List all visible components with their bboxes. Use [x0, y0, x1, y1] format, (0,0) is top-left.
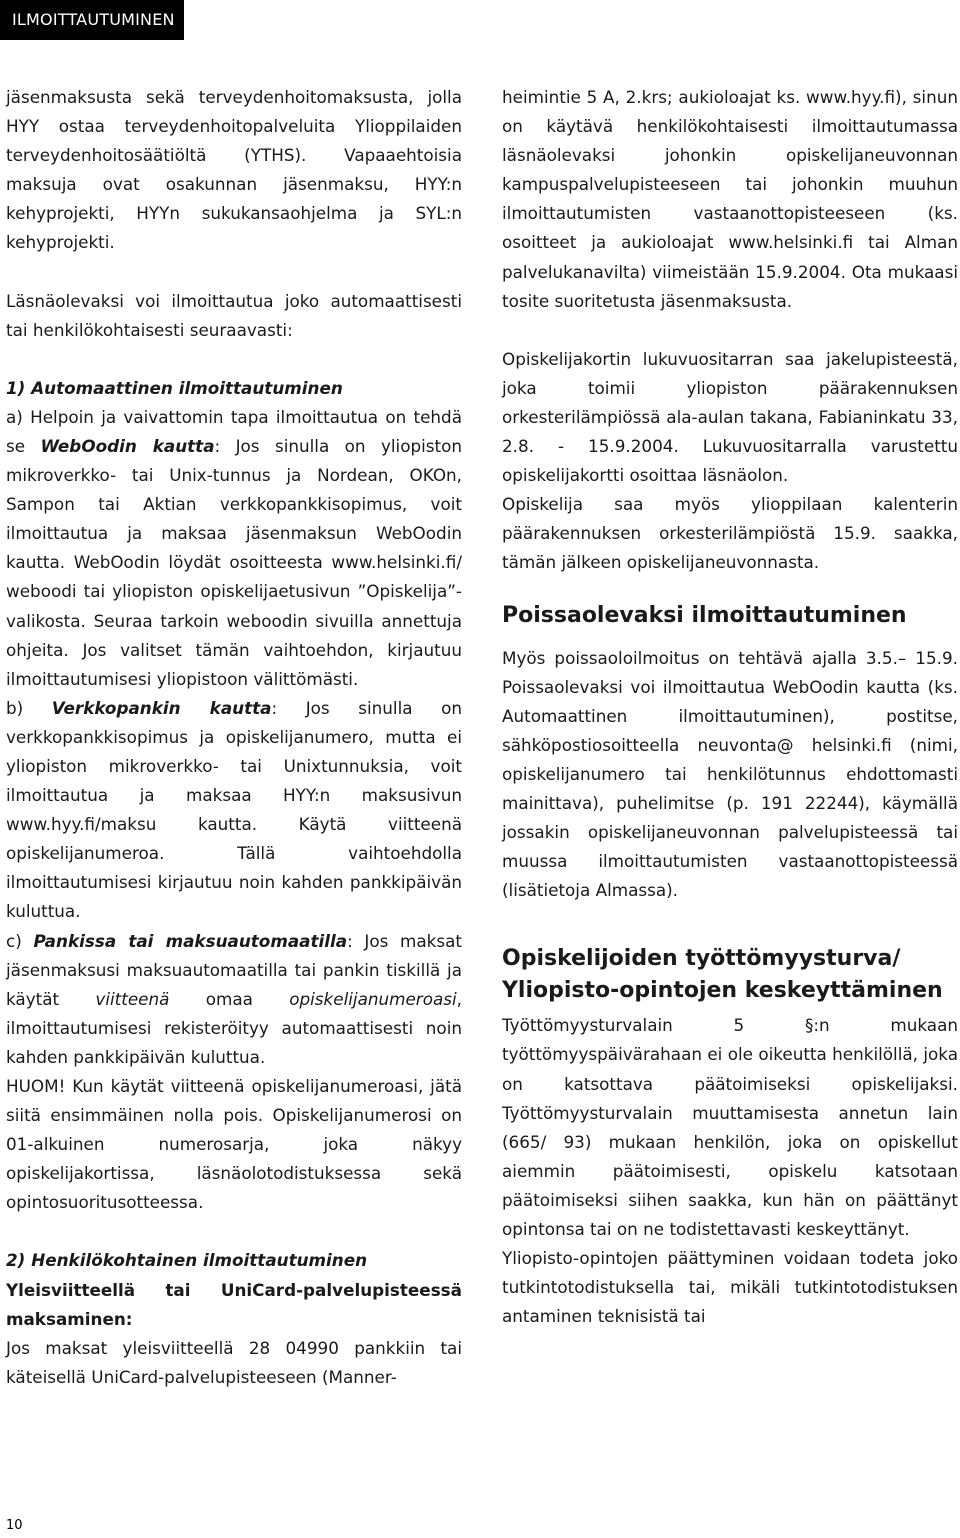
unemployment-paragraph: Työttömyysturvalain 5 §:n mukaan työttömyyspäivärahaan ei ole oikeutta henkilöllä, joka on katsottava päätoimiseksi opiskelijaksi. Työttömyysturvalain muuttamisesta annetun lain (665/ 93) mukaan henkilön, joka on opiskellut aiemmin päätoimisesti, opiskelu katsotaan päätoimiseksi siihen saakka, kun hän on päättänyt opintonsa tai on ne todistettavasti keskeyttänyt. [502, 1015, 958, 1239]
option-c-paragraph: c) Pankissa tai maksuautomaatilla: Jos maksat jäsenmaksusi maksuautomaatilla tai pankin tiskillä ja käytät viitteenä omaa opiskelijanumeroasi, ilmoittautumisesi rekisteröityy automaattisesti noin kahden pankkipäivän kuluttua. [6, 930, 462, 1067]
absent-heading: Poissaolevaksi ilmoittautuminen [502, 602, 907, 628]
online-bank-emphasis: Verkkopankin kautta [51, 697, 272, 718]
intro-paragraph-2: Läsnäolevaksi voi ilmoittautua joko automaattisesti tai henkilökohtaisesti seuraavasti: [6, 290, 462, 340]
calendar-paragraph: Opiskelija saa myös ylioppilaan kalenterin päärakennuksen orkesterilämpiöstä 15.9. saakka, tämän jälkeen opiskelijaneuvonnasta. [502, 494, 958, 573]
option-a-paragraph: a) Helpoin ja vaivattomin tapa ilmoittautua on tehdä se WebOodin kautta: Jos sinulla on yliopiston mikroverkko- tai Unix-tunnus ja Nordean, OKOn, Sampon tai Aktian verkkopankkisopimus, voit ilmoittautua ja maksaa jäsenmaksun WebOodin kautta. WebOodin löydät osoitteesta www.helsinki.fi/ weboodi tai yliopiston opiskelijaetusivun ”Opiskelija”-valikosta. Seuraa tarkoin weboodin sivuilla annettuja ohjeita. Jos valitset tämän vaihtoehdon, kirjautuu ilmoittautumisesi yliopistoon välittömästi. [6, 406, 463, 689]
section-title: ILMOITTAUTUMINEN [12, 10, 175, 29]
note-paragraph: HUOM! Kun käytät viitteenä opiskelijanumeroasi, jätä siitä ensimmäinen nolla pois. Opiskelijanumerosi on 01-alkuinen numerosarja, joka näkyy opiskelijakortissa, läsnäolotodistuksessa sekä opintosuoritusotteessa. [6, 1076, 462, 1213]
continued-paragraph: heimintie 5 A, 2.krs; aukioloajat ks. www.hyy.fi), sinun on käytävä henkilökohtaisesti ilmoittautumassa läsnäolevaksi johonkin opiskelijaneuvonnan kampuspalvelupisteeseen tai johonkin muuhun ilmoittautumisten vastaanottopisteeseen (ks. osoitteet ja aukioloajat www.helsinki.fi tai Alman palvelukanavilta) viimeistään 15.9.2004. Ota mukaasi tosite suoritetusta jäsenmaksusta. [502, 87, 958, 311]
absent-paragraph: Myös poissaoloilmoitus on tehtävä ajalla 3.5.– 15.9. Poissaolevaksi voi ilmoittautua WebOodin kautta (ks. Automaattinen ilmoittautuminen), postitse, sähköpostiosoitteella neuvonta@ helsinki.fi (nimi, opiskelijanumero tai henkilötunnus ehdottomasti mainittava), puhelimitse (p. 191 22244), käymällä jossakin opiskelijaneuvonnan palvelupisteessä tai muussa ilmoittautumisten vastaanottopisteessä (lisätietoja Almassa). [502, 647, 958, 901]
bank-atm-emphasis: Pankissa tai maksuautomaatilla [33, 930, 348, 951]
left-column [6, 83, 462, 1392]
right-column [502, 83, 958, 1331]
auto-enrolment-heading: 1) Automaattinen ilmoittautuminen [6, 377, 343, 398]
personal-subheading: Yleisviitteellä tai UniCard-palvelupisteessä maksaminen: [6, 1279, 462, 1329]
student-card-paragraph: Opiskelijakortin lukuvuositarran saa jakelupisteestä, joka toimii yliopiston päärakennuksen orkesterilämpiössä ala-aulan takana, Fabianinkatu 33, 2.8. - 15.9.2004. Lukuvuositarralla varustettu opiskelijakortti osoittaa läsnäolon. [502, 348, 958, 486]
personal-enrolment-heading: 2) Henkilökohtainen ilmoittautuminen [6, 1250, 368, 1271]
option-b-paragraph: b) Verkkopankin kautta: Jos sinulla on verkkopankkisopimus ja opiskelijanumero, mutta ei yliopiston mikroverkko- tai Unixtunnuksia, voit ilmoittautua ja maksaa HYY:n maksusivun www.hyy.fi/maksu kautta. Käytä viitteenä opiskelijanumeroa. Tällä vaihtoehdolla ilmoittautumisesi kirjautuu noin kahden pankkipäivän kuluttua. [6, 697, 462, 922]
weboodi-emphasis: WebOodin kautta [40, 435, 215, 456]
unemployment-heading: Opiskelijoiden työttömyysturva/ Yliopisto-opintojen keskeyttäminen [502, 946, 943, 1004]
page-number: 10 [6, 1518, 23, 1533]
personal-paragraph: Jos maksat yleisviitteellä 28 04990 pankkiin tai käteisellä UniCard-palvelupisteeseen (Manner- [6, 1337, 462, 1387]
intro-paragraph: jäsenmaksusta sekä terveydenhoitomaksusta, jolla HYY ostaa terveydenhoitopalveluita Ylioppilaiden terveydenhoitosäätiöltä (YTHS). Vapaaehtoisia maksuja ovat osakunnan jäsenmaksu, HYY:n kehyprojekti, HYYn sukukansaohjelma ja SYL:n kehyprojekti. [6, 87, 462, 253]
section-header [0, 0, 184, 40]
studies-ending-paragraph: Yliopisto-opintojen päättyminen voidaan todeta joko tutkintotodistuksella tai, mikäli tutkintotodistuksen antaminen teknisistä tai [502, 1248, 958, 1327]
